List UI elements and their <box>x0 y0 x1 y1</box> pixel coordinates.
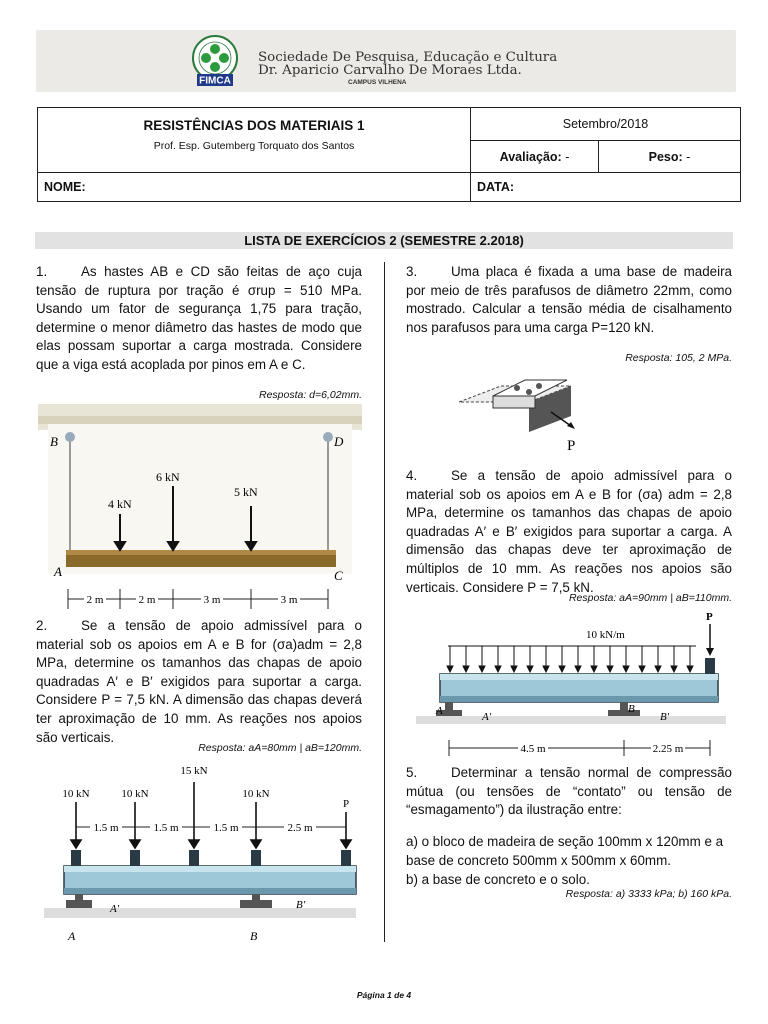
logo-text: FIMCA <box>199 75 231 87</box>
dist-load-arrowhead <box>591 666 597 672</box>
exercise-2-text: 2. Se a tensão de apoio admissível para o material sob os apoios em A e B for (σa)adm = 2,8 MPa, determine os tamanhos das chapas de apoio quadradas A′ e B′ exigidos para suportar a carga. Considere P = 7,5 kN. A dimensão das chapas deverá ter aproximação de 10 mm. As reações nos apoios são verticais. <box>36 618 362 745</box>
exercise-1-number: 1. <box>36 264 48 279</box>
load-p: P <box>567 438 576 454</box>
label-b-prime: B′ <box>296 899 306 911</box>
plate <box>493 396 535 408</box>
dist-load-arrowhead <box>655 666 661 672</box>
dist-load-arrowhead <box>495 666 501 672</box>
load-p: P <box>342 798 350 810</box>
load-10kn-2: 10 kN <box>121 788 149 800</box>
label-b: B <box>250 929 258 942</box>
point-d: D <box>334 434 344 449</box>
exercise-5-item-b: b) a base de concreto e o solo. <box>406 872 590 887</box>
dist-load-arrowhead <box>559 666 565 672</box>
exercise-5-item-a: a) o bloco de madeira de seção 100mm x 120mm e a base de concreto 500mm x 500mm x 60mm. <box>406 834 724 868</box>
plate-b <box>608 710 640 716</box>
dist-load-arrowhead <box>511 666 517 672</box>
exercise-1-figure <box>38 404 362 612</box>
professor-name: Prof. Esp. Gutemberg Torquato dos Santos <box>153 140 355 152</box>
evaluation-label: Avaliação: <box>499 149 562 164</box>
exercise-2-number: 2. <box>36 618 48 633</box>
label-a-prime: A′ <box>482 711 492 723</box>
exercise-1-text: 1. As hastes AB e CD são feitas de aço cuja tensão de ruptura por tração é σrup = 510 MPa. Usando um fator de segurança 1,75 para tração, determine o menor diâmetro das hastes de modo que elas possam suportar a carga mostrada. Considere que a viga está acoplada por pinos em A e C. <box>36 264 362 372</box>
exercise-5-text: 5. Determinar a tensão normal de compressão mútua (ou tensões de “contato” ou tensão de “esmagamento”) da ilustração entre: <box>406 765 732 818</box>
dist-load-arrowhead <box>447 666 453 672</box>
dim-3: 1.5 m <box>213 822 239 834</box>
label-a: A <box>68 929 76 942</box>
institution-logo <box>174 32 256 90</box>
info-table <box>37 107 741 202</box>
exercise-4-figure <box>408 610 734 762</box>
label-b: B <box>628 703 635 715</box>
load-4kn: 4 kN <box>108 497 132 511</box>
exercise-4-number: 4. <box>406 468 418 483</box>
weight-value: - <box>686 149 691 164</box>
dist-load-arrowhead <box>479 666 485 672</box>
plate-b <box>240 900 272 908</box>
load-10kn-1: 10 kN <box>62 788 90 800</box>
dim-4: 2.5 m <box>287 822 313 834</box>
exercise-1-answer: Resposta: d=6,02mm. <box>258 389 362 401</box>
dist-load-arrowhead <box>607 666 613 672</box>
point-b: B <box>50 434 58 449</box>
dim-1: 1.5 m <box>93 822 119 834</box>
load-6kn: 6 kN <box>156 470 180 484</box>
evaluation-value: - <box>565 149 570 164</box>
exercise-3-figure <box>455 372 595 458</box>
load-10kn-3: 10 kN <box>242 788 270 800</box>
dist-load-arrowhead <box>575 666 581 672</box>
exercise-4-answer: Resposta: aA=90mm | aB=110mm. <box>568 592 732 604</box>
exercise-3-text: 3. Uma placa é fixada a uma base de madeira por meio de três parafusos de diâmetro 22mm, como mostrado. Calcular a tensão média de cisalhamento nos parafusos para uma carga P=120 kN. <box>406 264 732 335</box>
dist-load-arrowhead <box>463 666 469 672</box>
dist-load-arrowhead <box>543 666 549 672</box>
date-cell: Setembro/2018 <box>471 108 741 141</box>
exercise-2-answer: Resposta: aA=80mm | aB=120mm. <box>198 742 362 754</box>
plate-a <box>66 900 92 908</box>
exercise-4-text: 4. Se a tensão de apoio admissível para o material sob os apoios em A e B for (σa) adm = 2,8 MPa, determine os tamanhos das chapas de apoio quadradas A′ e B′ exigidos para suportar a carga. A dimensão das chapas deve ter aproximação de múltiplos de 10 mm. As reações nos apoios são verticais. Considere P = 7,5 kN. <box>406 468 732 595</box>
dist-load-arrowhead <box>639 666 645 672</box>
dist-load-arrowhead <box>623 666 629 672</box>
weight-cell <box>599 141 741 173</box>
exercise-5-answer: Resposta: a) 3333 kPa; b) 160 kPa. <box>565 888 732 900</box>
weight-label: Peso: <box>648 149 683 164</box>
data-cell[interactable]: DATA: <box>471 173 741 202</box>
list-title: LISTA DE EXERCÍCIOS 2 (SEMESTRE 2.2018) <box>35 232 733 249</box>
label-a: A <box>436 705 443 717</box>
dim-1: 2 m <box>86 594 104 606</box>
header-banner <box>36 30 736 92</box>
point-c: C <box>334 568 343 583</box>
dim-2: 2.25 m <box>652 743 684 755</box>
exercise-3-number: 3. <box>406 264 418 279</box>
dist-load-arrowhead <box>527 666 533 672</box>
dist-load-arrowhead <box>671 666 677 672</box>
page-number: Página 1 de 4 <box>356 990 412 1000</box>
course-title: RESISTÊNCIAS DOS MATERIAIS 1 <box>143 118 365 133</box>
exercise-2-figure <box>38 760 362 942</box>
load-p: P <box>706 611 713 623</box>
org-name-line1: Sociedade De Pesquisa, Educação e Cultura <box>258 50 558 65</box>
column-divider <box>384 262 385 942</box>
evaluation-cell <box>471 141 599 173</box>
dist-load-label: 10 kN/m <box>586 629 625 641</box>
point-a: A <box>54 564 62 579</box>
dim-3: 3 m <box>203 594 221 606</box>
load-15kn: 15 kN <box>180 765 208 777</box>
dim-2: 1.5 m <box>153 822 179 834</box>
dim-1: 4.5 m <box>520 743 546 755</box>
org-name-line2: Dr. Aparicio Carvalho De Moraes Ltda. <box>258 63 522 78</box>
course-cell <box>38 108 471 173</box>
dist-load-arrowhead <box>687 666 693 672</box>
label-a-prime: A′ <box>110 903 120 915</box>
campus-label: CAMPUS VILHENA <box>348 79 407 86</box>
name-cell[interactable]: NOME: <box>38 173 471 202</box>
load-5kn: 5 kN <box>234 485 258 499</box>
exercise-5-number: 5. <box>406 765 418 780</box>
dim-4: 3 m <box>280 594 298 606</box>
dim-2: 2 m <box>138 594 156 606</box>
exercise-3-answer: Resposta: 105, 2 MPa. <box>625 352 732 364</box>
label-b-prime: B′ <box>660 711 670 723</box>
